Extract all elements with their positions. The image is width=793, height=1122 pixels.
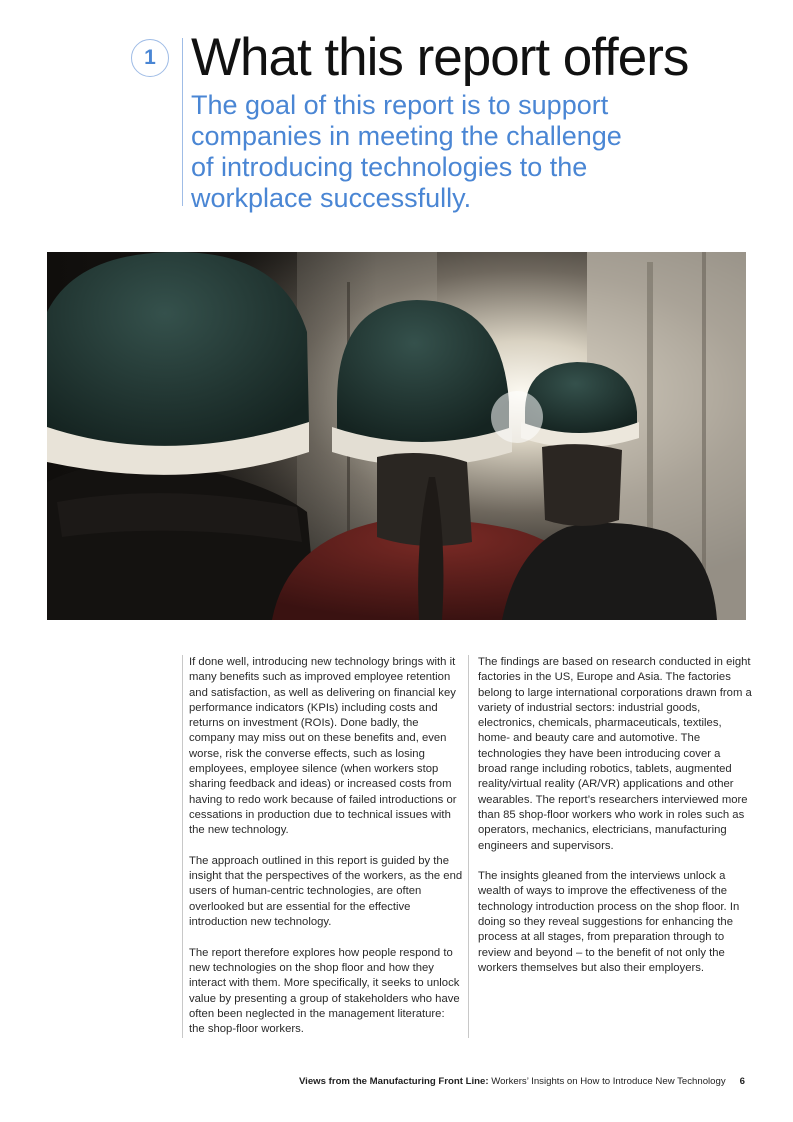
chapter-number-badge: 1	[131, 39, 169, 77]
column-divider-left	[182, 655, 183, 1038]
body-paragraph: The approach outlined in this report is guided by the insight that the perspectives of the workers, as the end users of human-centric technologies, are often overlooked but are essential for the effective introduction new technology.	[189, 854, 463, 929]
page-title: What this report offers	[191, 28, 689, 87]
title-divider	[182, 38, 183, 206]
hero-photo-illustration	[47, 252, 746, 620]
body-paragraph: If done well, introducing new technology brings with it many benefits such as improved employee retention and satisfaction, as well as delivering on financial key performance indicators (KPIs) including costs and returns on investment (ROIs). Done badly, the company may miss out on these benefits and, even worse, risk the converse effects, such as losing employees, employee silence (when workers stop sharing feedback and ideas) or increased costs from having to redo work because of failed introductions or cessations in production due to technical issues with the new technology.	[189, 656, 457, 837]
footer-publication-subtitle: Workers’ Insights on How to Introduce New Technology	[488, 1076, 726, 1087]
body-paragraph: The findings are based on research conducted in eight factories in the US, Europe and Asia. The factories belong to large international corporations drawn from a variety of industrial sectors: industrial goods, electronics, chemicals, pharmaceuticals, textiles, home- and beauty care and automotive. The technologies they have been introducing cover a broad range including robotics, tablets, augmented reality/virtual reality (AR/VR) applications and other wearables. The report’s researchers interviewed more than 85 shop-floor workers who work in roles such as operators, mechanics, electricians, manufacturing engineers and supervisors.	[478, 656, 752, 852]
body-paragraph: The report therefore explores how people respond to new technologies on the shop floor and how they interact with them. More specifically, it seeks to unlock value by presenting a group of stakeholders who have often been neglected in the management literature: the shop-floor workers.	[189, 946, 460, 1036]
body-paragraph: The insights gleaned from the interviews unlock a wealth of ways to improve the effectiveness of the technology introduction process on the shop floor. In doing so they reveal suggestions for enhancing the process at all stages, from preparation through to review and beyond – to the benefit of not only the workers themselves but also their employers.	[478, 870, 740, 974]
body-column-left	[189, 655, 463, 1053]
page-footer	[299, 1076, 745, 1087]
page-subtitle: The goal of this report is to support companies in meeting the challenge of introducing technologies to the workplace successfully.	[191, 90, 622, 213]
hero-photo	[47, 252, 746, 620]
page-number: 6	[739, 1076, 745, 1087]
column-divider-right	[468, 655, 469, 1038]
body-column-right	[478, 655, 752, 992]
footer-publication-title: Views from the Manufacturing Front Line:	[298, 1076, 489, 1087]
